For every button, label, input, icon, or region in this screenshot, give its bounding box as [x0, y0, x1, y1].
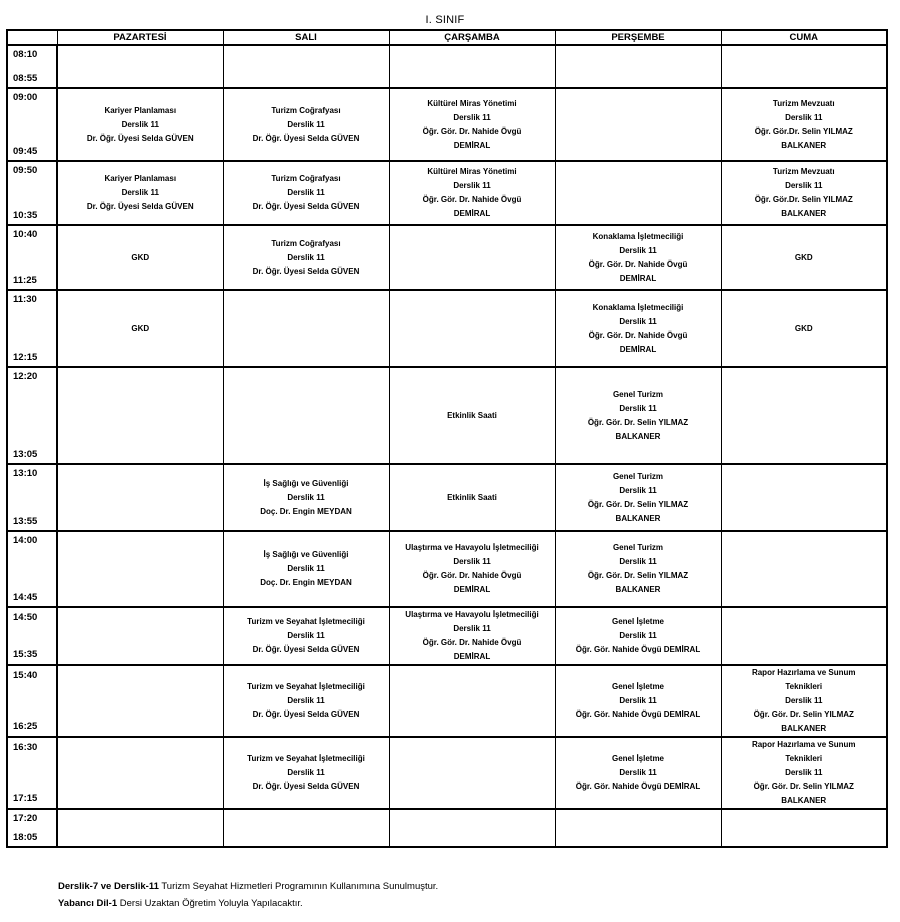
empty-cell [57, 737, 223, 809]
course-line: Turizm Mevzuatı [772, 167, 835, 176]
course-line: Derslik 11 [619, 403, 657, 413]
schedule-body [7, 45, 887, 847]
time-cell [7, 225, 57, 290]
course-line: Öğr. Gör. Dr. Nahide Övgü [588, 330, 688, 340]
course-line: Konaklama İşletmeciliği [592, 302, 684, 312]
slot-end-time: 12:15 [13, 352, 38, 363]
course-line: GKD [794, 252, 813, 262]
empty-cell [223, 809, 389, 847]
time-slot-row [7, 737, 887, 809]
course-cell [721, 88, 887, 161]
course-line: Dr. Öğr. Üyesi Selda GÜVEN [252, 266, 360, 276]
course-line: Turizm Coğrafyası [271, 174, 341, 183]
course-line: Teknikleri [785, 754, 823, 763]
course-cell [57, 88, 223, 161]
time-cell [7, 737, 57, 809]
slot-start-time: 13:10 [13, 468, 38, 479]
course-line: Dr. Öğr. Üyesi Selda GÜVEN [252, 645, 360, 654]
course-line: Öğr. Gör.Dr. Selin YILMAZ [754, 126, 853, 136]
course-cell [389, 464, 555, 531]
empty-cell [389, 225, 555, 290]
slot-start-time: 15:40 [13, 670, 38, 681]
time-slot-row [7, 809, 887, 847]
empty-cell [555, 45, 721, 88]
course-line: Öğr. Gör. Dr. Selin YILMAZ [753, 710, 854, 719]
empty-cell [389, 290, 555, 367]
slot-end-time: 13:05 [13, 449, 38, 460]
time-cell [7, 45, 57, 88]
course-line: Öğr. Gör. Nahide Övgü DEMİRAL [575, 782, 701, 791]
empty-cell [389, 809, 555, 847]
day-header: PERŞEMBE [555, 30, 721, 45]
empty-cell [721, 531, 887, 607]
course-line: İş Sağlığı ve Güvenliği [263, 478, 349, 488]
empty-cell [555, 161, 721, 225]
day-header: ÇARŞAMBA [389, 30, 555, 45]
time-slot-row [7, 464, 887, 531]
course-line: Turizm ve Seyahat İşletmeciliği [247, 617, 365, 626]
course-line: DEMİRAL [453, 140, 491, 150]
course-line: Derslik 11 [619, 768, 657, 777]
course-line: Kariyer Planlaması [104, 105, 177, 115]
course-line: Genel İşletme [611, 682, 665, 691]
course-cell [555, 531, 721, 607]
course-line: BALKANER [781, 209, 827, 218]
empty-cell [721, 607, 887, 665]
empty-cell [57, 464, 223, 531]
course-cell [555, 225, 721, 290]
course-line: Rapor Hazırlama ve Sunum [751, 668, 856, 677]
course-line: Turizm Coğrafyası [271, 238, 341, 248]
course-line: Turizm Coğrafyası [271, 105, 341, 115]
empty-cell [721, 464, 887, 531]
time-cell [7, 88, 57, 161]
course-cell [555, 367, 721, 464]
course-line: Kültürel Miras Yönetimi [427, 167, 517, 176]
empty-cell [57, 531, 223, 607]
course-line: Turizm ve Seyahat İşletmeciliği [247, 682, 365, 691]
course-line: Derslik 11 [785, 112, 823, 122]
course-cell [721, 161, 887, 225]
course-line: Genel İşletme [611, 754, 665, 763]
slot-end-time: 13:55 [13, 516, 38, 527]
time-slot-row [7, 367, 887, 464]
course-line: Derslik 11 [121, 119, 159, 129]
course-line: Öğr. Gör. Dr. Nahide Övgü [422, 126, 522, 136]
slot-end-time: 16:25 [13, 721, 38, 732]
page-title: I. SINIF [425, 14, 465, 26]
slot-end-time: 09:45 [13, 146, 38, 157]
day-header-row [7, 30, 887, 45]
slot-end-time: 17:15 [13, 793, 38, 804]
course-cell [555, 290, 721, 367]
course-cell [223, 737, 389, 809]
course-line: Turizm Mevzuatı [772, 98, 835, 108]
course-line: DEMİRAL [453, 652, 491, 661]
course-line: Teknikleri [785, 682, 823, 691]
course-cell [389, 161, 555, 225]
course-line: Derslik 11 [453, 112, 491, 122]
course-line: Derslik 11 [619, 485, 657, 495]
empty-cell [389, 737, 555, 809]
course-line: Derslik 11 [785, 181, 823, 190]
time-cell [7, 607, 57, 665]
footer-note-2 [58, 898, 303, 909]
course-line: Öğr. Gör.Dr. Selin YILMAZ [754, 195, 853, 204]
slot-start-time: 17:20 [13, 813, 38, 824]
empty-cell [389, 665, 555, 737]
course-cell [223, 607, 389, 665]
course-line: Derslik 11 [287, 564, 325, 573]
time-slot-row [7, 161, 887, 225]
course-line: Doç. Dr. Engin MEYDAN [260, 506, 352, 516]
time-cell [7, 665, 57, 737]
slot-end-time: 15:35 [13, 649, 38, 660]
course-line: DEMİRAL [453, 585, 491, 594]
course-cell [721, 737, 887, 809]
slot-end-time: 14:45 [13, 592, 38, 603]
time-cell [7, 161, 57, 225]
course-line: Derslik 11 [619, 557, 657, 566]
course-cell [57, 290, 223, 367]
empty-cell [57, 607, 223, 665]
empty-cell [721, 809, 887, 847]
course-line: DEMİRAL [453, 209, 491, 218]
time-cell [7, 531, 57, 607]
time-cell [7, 367, 57, 464]
course-cell [389, 367, 555, 464]
course-line: Derslik 11 [287, 119, 325, 129]
course-line: Genel Turizm [612, 389, 664, 399]
slot-end-time: 08:55 [13, 73, 38, 84]
empty-cell [721, 367, 887, 464]
course-cell [223, 531, 389, 607]
time-cell [7, 290, 57, 367]
course-line: Doç. Dr. Engin MEYDAN [260, 578, 352, 587]
course-cell [57, 225, 223, 290]
course-line: Derslik 11 [287, 252, 325, 262]
slot-start-time: 09:50 [13, 165, 38, 176]
course-line: Derslik 11 [785, 768, 823, 777]
corner-cell [7, 30, 57, 45]
course-line: Etkinlik Saati [447, 410, 497, 420]
course-line: Etkinlik Saati [447, 492, 497, 502]
course-line: DEMİRAL [619, 273, 657, 283]
course-cell [721, 290, 887, 367]
schedule-table [6, 29, 888, 848]
course-line: Genel İşletme [611, 617, 665, 626]
course-cell [57, 161, 223, 225]
course-line: GKD [131, 323, 150, 333]
course-line: Derslik 11 [785, 696, 823, 705]
course-line: Ulaştırma ve Havayolu İşletmeciliği [405, 543, 539, 552]
course-cell [389, 88, 555, 161]
course-line: Öğr. Gör. Dr. Nahide Övgü [422, 638, 522, 647]
slot-end-time: 11:25 [13, 275, 37, 286]
course-line: Derslik 11 [453, 181, 491, 190]
course-line: Genel Turizm [612, 471, 664, 481]
time-slot-row [7, 225, 887, 290]
course-line: Konaklama İşletmeciliği [592, 231, 684, 241]
course-line: Derslik 11 [121, 188, 159, 197]
course-line: Dr. Öğr. Üyesi Selda GÜVEN [252, 202, 360, 211]
course-line: Dr. Öğr. Üyesi Selda GÜVEN [252, 133, 360, 143]
course-line: BALKANER [781, 796, 827, 805]
day-header: PAZARTESİ [57, 30, 223, 45]
course-line: Öğr. Gör. Dr. Nahide Övgü [422, 571, 522, 580]
course-line: Dr. Öğr. Üyesi Selda GÜVEN [252, 782, 360, 791]
time-slot-row [7, 531, 887, 607]
course-line: Öğr. Gör. Dr. Selin YILMAZ [587, 499, 689, 509]
slot-start-time: 12:20 [13, 371, 38, 382]
course-line: BALKANER [781, 140, 827, 150]
empty-cell [555, 809, 721, 847]
course-line: Öğr. Gör. Dr. Selin YILMAZ [587, 417, 689, 427]
course-line: DEMİRAL [619, 344, 657, 354]
course-line: Kariyer Planlaması [104, 174, 177, 183]
slot-start-time: 14:50 [13, 612, 38, 623]
course-line: Derslik 11 [619, 631, 657, 640]
slot-start-time: 08:10 [13, 49, 38, 60]
course-line: Derslik 11 [453, 624, 491, 633]
course-line: Derslik 11 [287, 188, 325, 197]
course-line: Derslik 11 [453, 557, 491, 566]
course-cell [721, 225, 887, 290]
course-cell [721, 665, 887, 737]
course-line: BALKANER [781, 724, 827, 733]
course-line: Ulaştırma ve Havayolu İşletmeciliği [405, 610, 539, 619]
empty-cell [57, 665, 223, 737]
time-slot-row [7, 607, 887, 665]
course-line: Genel Turizm [612, 543, 664, 552]
time-cell [7, 464, 57, 531]
course-line: Derslik 11 [619, 245, 657, 255]
course-line: İş Sağlığı ve Güvenliği [263, 550, 349, 559]
day-header: CUMA [721, 30, 887, 45]
course-cell [555, 737, 721, 809]
empty-cell [223, 290, 389, 367]
course-line: Rapor Hazırlama ve Sunum [751, 740, 856, 749]
course-line: BALKANER [615, 513, 661, 523]
course-line: Derslik 11 [287, 492, 325, 502]
course-line: Dr. Öğr. Üyesi Selda GÜVEN [86, 202, 194, 211]
slot-start-time: 09:00 [13, 92, 38, 103]
course-line: Turizm ve Seyahat İşletmeciliği [247, 754, 365, 763]
time-slot-row [7, 45, 887, 88]
empty-cell [223, 367, 389, 464]
course-line: Öğr. Gör. Nahide Övgü DEMİRAL [575, 710, 701, 719]
slot-start-time: 14:00 [13, 535, 38, 546]
footer-note-2-bold: Yabancı Dil-1 [58, 898, 118, 909]
course-line: Derslik 11 [287, 696, 325, 705]
course-cell [555, 464, 721, 531]
day-header: SALI [223, 30, 389, 45]
slot-end-time: 18:05 [13, 832, 38, 843]
course-line: Kültürel Miras Yönetimi [427, 98, 517, 108]
course-cell [223, 464, 389, 531]
slot-start-time: 11:30 [13, 294, 37, 305]
footer-note-2-text: Dersi Uzaktan Öğretim Yoluyla Yapılacaktır. [117, 898, 303, 909]
slot-start-time: 16:30 [13, 742, 38, 753]
course-line: Öğr. Gör. Dr. Nahide Övgü [422, 195, 522, 204]
course-line: Dr. Öğr. Üyesi Selda GÜVEN [252, 710, 360, 719]
course-cell [223, 88, 389, 161]
course-line: Derslik 11 [287, 768, 325, 777]
footer-note-1 [58, 881, 438, 892]
course-line: Öğr. Gör. Dr. Selin YILMAZ [587, 571, 689, 580]
course-line: Derslik 11 [619, 316, 657, 326]
course-cell [389, 531, 555, 607]
time-slot-row [7, 290, 887, 367]
empty-cell [57, 45, 223, 88]
course-line: Derslik 11 [619, 696, 657, 705]
course-line: Derslik 11 [287, 631, 325, 640]
footer-note-1-text: Turizm Seyahat Hizmetleri Programının Kullanımına Sunulmuştur. [158, 881, 439, 892]
course-line: BALKANER [615, 585, 661, 594]
empty-cell [555, 88, 721, 161]
course-cell [223, 161, 389, 225]
course-line: Öğr. Gör. Dr. Selin YILMAZ [753, 782, 854, 791]
time-slot-row [7, 88, 887, 161]
course-line: GKD [794, 323, 813, 333]
slot-start-time: 10:40 [13, 229, 38, 240]
course-line: Dr. Öğr. Üyesi Selda GÜVEN [86, 133, 194, 143]
slot-end-time: 10:35 [13, 210, 38, 221]
footer-note-1-bold: Derslik-7 ve Derslik-11 [58, 881, 159, 892]
course-line: Öğr. Gör. Nahide Övgü DEMİRAL [575, 645, 701, 654]
course-line: GKD [131, 252, 150, 262]
time-slot-row [7, 665, 887, 737]
empty-cell [223, 45, 389, 88]
course-cell [223, 225, 389, 290]
course-cell [389, 607, 555, 665]
empty-cell [389, 45, 555, 88]
empty-cell [721, 45, 887, 88]
course-cell [223, 665, 389, 737]
course-line: Öğr. Gör. Dr. Nahide Övgü [588, 259, 688, 269]
empty-cell [57, 367, 223, 464]
course-cell [555, 665, 721, 737]
course-cell [555, 607, 721, 665]
empty-cell [57, 809, 223, 847]
time-cell [7, 809, 57, 847]
course-line: BALKANER [615, 431, 661, 441]
